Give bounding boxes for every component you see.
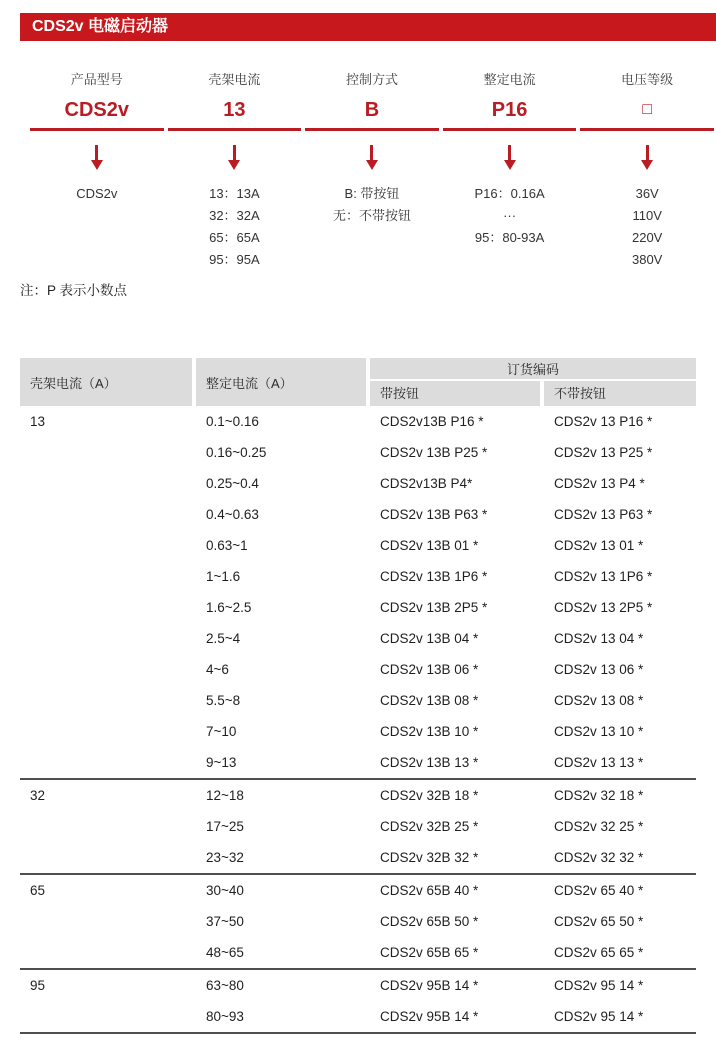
setting-current-cell: 63~80 <box>206 978 244 993</box>
order-code-without-button-cell: CDS2v 65 40 * <box>554 883 644 898</box>
arrow-head <box>366 160 378 170</box>
table-body <box>20 406 696 1032</box>
order-code-without-button-cell: CDS2v 13 04 * <box>554 631 644 646</box>
setting-current-cell: 0.16~0.25 <box>206 445 267 460</box>
table-row <box>20 780 696 811</box>
order-code-with-button-cell: CDS2v 13B 13 * <box>380 755 479 770</box>
order-code-without-button-cell: CDS2v 65 50 * <box>554 914 644 929</box>
red-underline <box>580 128 714 131</box>
segment-option: 380V <box>631 252 663 267</box>
order-code-without-button-cell: CDS2v 65 65 * <box>554 945 644 960</box>
table-row <box>20 842 696 873</box>
frame-current-cell: 13 <box>30 414 46 429</box>
down-arrow-icon <box>503 145 517 171</box>
setting-current-cell: 4~6 <box>206 662 229 677</box>
order-code-table <box>20 358 696 1034</box>
table-row <box>20 716 696 747</box>
order-code-without-button-cell: CDS2v 13 01 * <box>554 538 644 553</box>
segment-option: 13：13A <box>209 186 260 201</box>
arrow-stem <box>233 145 236 160</box>
table-row <box>20 685 696 716</box>
order-code-without-button-cell: CDS2v 13 2P5 * <box>554 600 653 615</box>
segment-value: CDS2v <box>64 99 130 121</box>
red-underline <box>30 128 164 131</box>
setting-current-cell: 0.25~0.4 <box>206 476 259 491</box>
segment-value: □ <box>642 101 652 118</box>
order-code-with-button-cell: CDS2v 13B P25 * <box>380 445 488 460</box>
segment-option: ··· <box>503 208 517 223</box>
segment-label: 控制方式 <box>345 72 398 87</box>
table-row <box>20 468 696 499</box>
order-code-with-button-cell: CDS2v 65B 65 * <box>380 945 479 960</box>
order-code-with-button-cell: CDS2v 13B P63 * <box>380 507 488 522</box>
table-group-65 <box>20 873 696 968</box>
segment-option: 95：80-93A <box>474 230 545 245</box>
segment-options <box>166 183 304 271</box>
order-code-with-button-cell: CDS2v 13B 04 * <box>380 631 479 646</box>
header-frame-current: 壳架电流（A） <box>20 358 192 406</box>
segment-options <box>578 183 716 271</box>
order-code-with-button-cell: CDS2v 13B 10 * <box>380 724 479 739</box>
table-row <box>20 875 696 906</box>
setting-current-cell: 12~18 <box>206 788 244 803</box>
table-header <box>20 358 696 406</box>
order-code-with-button-cell: CDS2v 32B 32 * <box>380 850 479 865</box>
setting-current-cell: 30~40 <box>206 883 244 898</box>
frame-current-cell: 32 <box>30 788 46 803</box>
table-row <box>20 499 696 530</box>
arrow-stem <box>646 145 649 160</box>
order-code-without-button-cell: CDS2v 13 P63 * <box>554 507 653 522</box>
order-code-without-button-cell: CDS2v 13 P4 * <box>554 476 645 491</box>
arrow-head <box>641 160 653 170</box>
table-bottom-rule <box>20 1032 696 1034</box>
arrow-stem <box>370 145 373 160</box>
segment-option: CDS2v <box>76 186 118 201</box>
setting-current-cell: 5.5~8 <box>206 693 241 708</box>
header-with-button: 带按钮 <box>370 381 540 406</box>
order-code-without-button-cell: CDS2v 13 08 * <box>554 693 644 708</box>
model-column-voltage-class <box>578 70 716 271</box>
down-arrow-icon <box>227 145 241 171</box>
order-code-without-button-cell: CDS2v 95 14 * <box>554 978 644 993</box>
segment-value: P16 <box>491 99 528 121</box>
down-arrow-icon <box>365 145 379 171</box>
order-code-with-button-cell: CDS2v 65B 50 * <box>380 914 479 929</box>
arrow-head <box>91 160 103 170</box>
table-group-95 <box>20 968 696 1032</box>
header-without-button: 不带按钮 <box>544 381 696 406</box>
segment-options <box>441 183 579 249</box>
segment-option: 110V <box>632 208 662 223</box>
table-row <box>20 654 696 685</box>
segment-option: 32：32A <box>209 208 260 223</box>
order-code-without-button-cell: CDS2v 13 P25 * <box>554 445 653 460</box>
segment-options <box>303 183 441 227</box>
segment-options <box>28 183 166 205</box>
table-row <box>20 906 696 937</box>
order-code-with-button-cell: CDS2v 95B 14 * <box>380 1009 479 1024</box>
setting-current-cell: 0.4~0.63 <box>206 507 259 522</box>
table-group-13 <box>20 406 696 778</box>
setting-current-cell: 0.1~0.16 <box>206 414 259 429</box>
segment-option: 65：65A <box>209 230 260 245</box>
header-order-code: 订货编码 <box>370 358 696 381</box>
segment-option: B: 带按钮 <box>344 186 400 201</box>
table-row <box>20 437 696 468</box>
segment-option: 95：95A <box>209 252 260 267</box>
order-code-with-button-cell: CDS2v 32B 18 * <box>380 788 479 803</box>
order-code-without-button-cell: CDS2v 13 10 * <box>554 724 644 739</box>
down-arrow-icon <box>90 145 104 171</box>
order-code-with-button-cell: CDS2v 95B 14 * <box>380 978 479 993</box>
red-underline <box>443 128 577 131</box>
order-code-with-button-cell: CDS2v 13B 01 * <box>380 538 479 553</box>
order-code-without-button-cell: CDS2v 13 1P6 * <box>554 569 653 584</box>
setting-current-cell: 17~25 <box>206 819 244 834</box>
order-code-without-button-cell: CDS2v 13 13 * <box>554 755 644 770</box>
order-code-with-button-cell: CDS2v 13B 1P6 * <box>380 569 488 584</box>
setting-current-cell: 9~13 <box>206 755 237 770</box>
table-row <box>20 811 696 842</box>
setting-current-cell: 1~1.6 <box>206 569 241 584</box>
segment-option: 220V <box>631 230 663 245</box>
model-code-breakdown <box>28 70 716 271</box>
table-row <box>20 937 696 968</box>
arrow-stem <box>95 145 98 160</box>
table-row <box>20 406 696 437</box>
frame-current-cell: 65 <box>30 883 46 898</box>
segment-option: P16：0.16A <box>474 186 545 201</box>
table-group-32 <box>20 778 696 873</box>
down-arrow-icon <box>640 145 654 171</box>
arrow-head <box>228 160 240 170</box>
segment-label: 产品型号 <box>70 72 123 87</box>
table-row <box>20 592 696 623</box>
segment-value: B <box>364 99 380 121</box>
segment-option: 无：不带按钮 <box>332 208 411 223</box>
segment-label: 整定电流 <box>483 72 536 87</box>
order-code-with-button-cell: CDS2v13B P4* <box>380 476 473 491</box>
order-code-with-button-cell: CDS2v 65B 40 * <box>380 883 479 898</box>
red-underline <box>305 128 439 131</box>
segment-label: 电压等级 <box>621 72 674 87</box>
model-column-product-model <box>28 70 166 271</box>
order-code-without-button-cell: CDS2v 32 25 * <box>554 819 644 834</box>
order-code-with-button-cell: CDS2v 13B 06 * <box>380 662 479 677</box>
table-row <box>20 970 696 1001</box>
table-row <box>20 623 696 654</box>
setting-current-cell: 48~65 <box>206 945 244 960</box>
order-code-without-button-cell: CDS2v 32 32 * <box>554 850 644 865</box>
setting-current-cell: 2.5~4 <box>206 631 241 646</box>
model-column-control-mode <box>303 70 441 271</box>
segment-label: 壳架电流 <box>208 72 261 87</box>
order-code-with-button-cell: CDS2v 13B 08 * <box>380 693 479 708</box>
header-setting-current: 整定电流（A） <box>196 358 366 406</box>
setting-current-cell: 80~93 <box>206 1009 244 1024</box>
section-title-bar: CDS2v 电磁启动器 <box>20 13 716 41</box>
setting-current-cell: 23~32 <box>206 850 244 865</box>
segment-option: 36V <box>635 186 659 201</box>
model-column-setting-current <box>441 70 579 271</box>
arrow-head <box>504 160 516 170</box>
order-code-without-button-cell: CDS2v 95 14 * <box>554 1009 644 1024</box>
table-row <box>20 1001 696 1032</box>
setting-current-cell: 0.63~1 <box>206 538 248 553</box>
frame-current-cell: 95 <box>30 978 46 993</box>
setting-current-cell: 37~50 <box>206 914 244 929</box>
setting-current-cell: 1.6~2.5 <box>206 600 252 615</box>
order-code-without-button-cell: CDS2v 13 P16 * <box>554 414 653 429</box>
order-code-without-button-cell: CDS2v 13 06 * <box>554 662 644 677</box>
table-row <box>20 530 696 561</box>
order-code-with-button-cell: CDS2v 13B 2P5 * <box>380 600 488 615</box>
segment-value: 13 <box>223 99 246 121</box>
order-code-with-button-cell: CDS2v 32B 25 * <box>380 819 479 834</box>
order-code-without-button-cell: CDS2v 32 18 * <box>554 788 644 803</box>
arrow-stem <box>508 145 511 160</box>
table-row <box>20 747 696 778</box>
setting-current-cell: 7~10 <box>206 724 237 739</box>
model-column-frame-current <box>166 70 304 271</box>
order-code-with-button-cell: CDS2v13B P16 * <box>380 414 484 429</box>
decimal-point-note: 注：P 表示小数点 <box>20 283 128 298</box>
table-row <box>20 561 696 592</box>
red-underline <box>168 128 302 131</box>
